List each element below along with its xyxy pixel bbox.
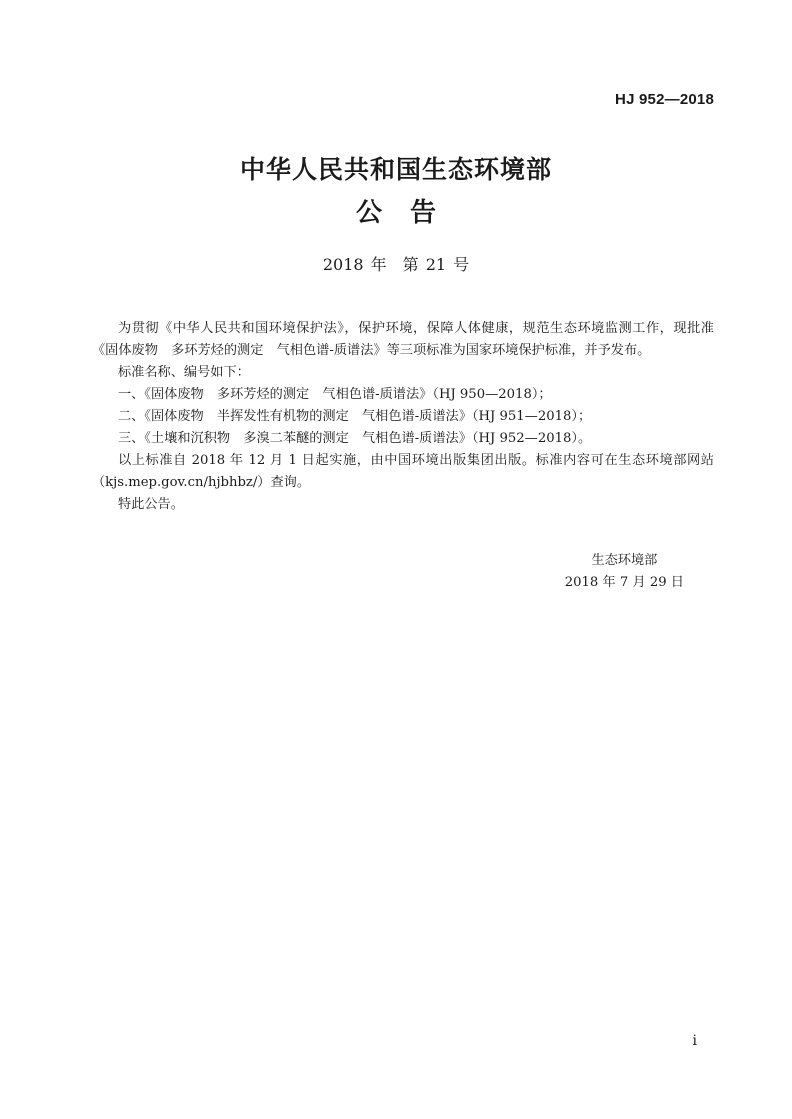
announcement-title: 公告 xyxy=(355,198,464,228)
standard-code: HJ 952—2018 xyxy=(615,91,714,108)
standard-item-2: 二、《固体废物 半挥发性有机物的测定 气相色谱-质谱法》（HJ 951—2018）； xyxy=(118,409,592,424)
page-number: i xyxy=(692,1033,697,1049)
signature-block xyxy=(565,550,684,594)
announcement-body xyxy=(92,318,714,516)
issue-number: 2018 年 第 21 号 xyxy=(322,255,470,274)
list-heading: 标准名称、编号如下： xyxy=(118,365,250,380)
standard-item-1: 一、《固体废物 多环芳烃的测定 气相色谱-质谱法》（HJ 950—2018）； xyxy=(118,387,552,402)
effective-paragraph: 以上标准自 2018 年 12 月 1 日起实施，由中国环境出版集团出版。标准内容可在生态环境部网站（kjs.mep.gov.cn/hjbhbz/）查询。 xyxy=(92,453,714,490)
closing-line: 特此公告。 xyxy=(118,497,184,512)
intro-paragraph: 为贯彻《中华人民共和国环境保护法》，保护环境，保障人体健康，规范生态环境监测工作，现批准《固体废物 多环芳烃的测定 气相色谱-质谱法》等三项标准为国家环境保护标准，并予发布。 xyxy=(92,321,714,358)
signature-org: 生态环境部 xyxy=(591,553,658,568)
signature-date: 2018 年 7 月 29 日 xyxy=(564,575,684,590)
ministry-title: 中华人民共和国生态环境部 xyxy=(239,155,552,184)
standard-item-3: 三、《土壤和沉积物 多溴二苯醚的测定 气相色谱-质谱法》（HJ 952—2018）。 xyxy=(118,431,592,446)
